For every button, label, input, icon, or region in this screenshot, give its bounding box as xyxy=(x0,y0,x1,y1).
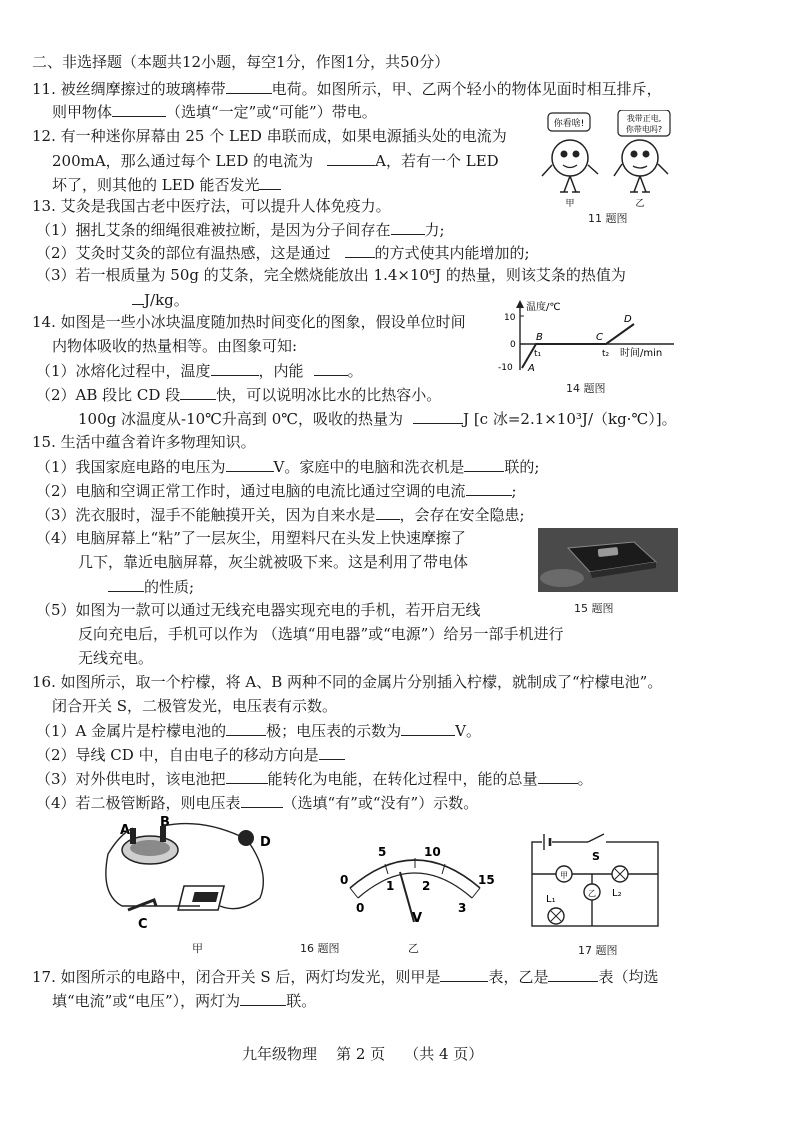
answer-blank[interactable] xyxy=(466,480,512,496)
point-b: B xyxy=(536,332,543,343)
question-12-line-3: 坏了，则其他的 LED 能否发光 xyxy=(52,174,281,195)
question-15-line-7: 的性质; xyxy=(78,576,194,597)
q16-sub-yi: 乙 xyxy=(408,942,419,955)
answer-blank[interactable] xyxy=(180,384,216,400)
question-15-line-2: （1）我国家庭电路的电压为 V。家庭中的电脑和洗衣机是 联的; xyxy=(36,458,540,476)
question-13-line-1: 13. 艾灸是我国古老中医疗法，可以提升人体免疫力。 xyxy=(32,197,391,215)
dial-bot-1: 1 xyxy=(386,879,395,893)
section-title: 二、非选择题（本题共12小题，每空1分，作图1分，共50分） xyxy=(32,53,450,71)
question-16-line-6: （4）若二极管断路，则电压表 （选填“有”或“没有”）示数。 xyxy=(36,794,479,812)
question-13-line-3: （2）艾灸时艾灸的部位有温热感，这是通过 的方式使其内能增加的; xyxy=(36,244,530,262)
meter-a: 甲 xyxy=(560,871,568,880)
q15-caption: 15 题图 xyxy=(574,602,614,615)
dial-top-0: 0 xyxy=(340,873,349,887)
question-14-line-3: （1）冰熔化过程中，温度 ，内能 。 xyxy=(36,362,363,380)
t2-label: t₂ xyxy=(602,349,610,359)
question-17-line-1: 17. 如图所示的电路中，闭合开关 S 后，两灯均发光，则甲是 表，乙是 表（均选 xyxy=(32,968,659,986)
question-14-line-5: 100g 冰温度从-10℃升高到 0℃，吸收的热量为 J [c 冰=2.1×10³J/（kg·℃）]。 xyxy=(78,410,677,428)
lamp-l1: L₁ xyxy=(546,894,556,905)
meter-b: 乙 xyxy=(588,889,596,898)
question-12-line-1: 12. 有一种迷你屏幕由 25 个 LED 串联而成，如果电源插头处的电流为 xyxy=(32,127,507,145)
label-jia: 甲 xyxy=(565,199,575,209)
question-16-line-3: （1）A 金属片是柠檬电池的 极；电压表的示数为 V。 xyxy=(36,722,482,740)
label-c: C xyxy=(138,917,148,932)
question-17-line-2: 填“电流”或“电压”），两灯为 联。 xyxy=(52,992,317,1010)
dial-top-15: 15 xyxy=(478,873,495,887)
q11-caption: 11 题图 xyxy=(588,212,628,225)
q16-voltmeter xyxy=(330,838,500,930)
answer-blank[interactable] xyxy=(401,720,455,736)
dial-bot-3: 3 xyxy=(458,901,467,915)
question-15-line-5: （4）电脑屏幕上“粘”了一层灰尘，用塑料尺在头发上快速摩擦了 xyxy=(36,529,466,547)
label-yi: 乙 xyxy=(635,199,645,209)
answer-blank[interactable] xyxy=(108,576,144,592)
answer-blank[interactable] xyxy=(226,720,266,736)
question-15-line-1: 15. 生活中蕴含着许多物理知识。 xyxy=(32,433,256,451)
q14-caption: 14 题图 xyxy=(566,382,606,395)
answer-blank[interactable] xyxy=(319,744,345,760)
answer-blank[interactable] xyxy=(240,990,286,1006)
question-13-line-2: （1）捆扎艾条的细绳很难被拉断，是因为分子间存在 力; xyxy=(36,221,445,239)
question-14-line-1: 14. 如图是一些小冰块温度随加热时间变化的图象，假设单位时间 xyxy=(32,313,466,331)
point-a: A xyxy=(528,363,535,374)
dial-unit: V xyxy=(412,911,423,926)
answer-blank[interactable] xyxy=(112,101,166,117)
answer-blank[interactable] xyxy=(345,242,375,258)
dial-bot-2: 2 xyxy=(422,879,431,893)
answer-blank[interactable] xyxy=(391,219,425,235)
tick-0: 0 xyxy=(510,340,516,350)
label-d: D xyxy=(260,835,271,850)
question-15-line-8: （5）如图为一款可以通过无线充电器实现充电的手机，若开启无线 xyxy=(36,601,481,619)
page-footer: 九年级物理 第 2 页 （共 4 页） xyxy=(242,1045,484,1063)
answer-blank[interactable] xyxy=(241,792,283,808)
q11-figure xyxy=(540,110,680,210)
dial-bot-0: 0 xyxy=(356,901,365,915)
question-12-line-2: 200mA，那么通过每个 LED 的电流为 A，若有一个 LED xyxy=(52,152,499,170)
answer-blank[interactable] xyxy=(226,78,272,94)
question-11-line-1: 11. 被丝绸摩擦过的玻璃棒带 电荷。如图所示，甲、乙两个轻小的物体见面时相互排斥， xyxy=(32,80,662,98)
question-14-line-4: （2）AB 段比 CD 段 快，可以说明冰比水的比热容小。 xyxy=(36,386,442,404)
bubble-right-2: 你带电吗? xyxy=(625,125,663,134)
answer-blank[interactable] xyxy=(226,456,274,472)
dial-top-5: 5 xyxy=(378,845,387,859)
lamp-l2: L₂ xyxy=(612,888,622,899)
t1-label: t₁ xyxy=(534,349,542,359)
answer-blank[interactable] xyxy=(413,408,463,424)
question-15-line-3: （2）电脑和空调正常工作时，通过电脑的电流比通过空调的电流 ; xyxy=(36,482,517,500)
point-c: C xyxy=(596,332,603,343)
question-16-line-2: 闭合开关 S，二极管发光，电压表有示数。 xyxy=(52,697,338,715)
q17-caption: 17 题图 xyxy=(578,944,618,957)
answer-blank[interactable] xyxy=(226,768,268,784)
x-axis-label: 时间/min xyxy=(620,348,663,359)
switch-label: S xyxy=(592,850,600,863)
q16-sub-jia: 甲 xyxy=(192,942,203,955)
q16-lemon-circuit xyxy=(100,814,300,934)
label-b: B xyxy=(160,815,170,830)
question-13-line-5: J/kg。 xyxy=(132,289,189,310)
label-a: A xyxy=(120,823,131,838)
tick-10: 10 xyxy=(504,313,516,323)
question-13-line-4: （3）若一根质量为 50g 的艾条，完全燃烧能放出 1.4×10⁶J 的热量，则该艾条的热值为 xyxy=(36,266,626,284)
answer-blank[interactable] xyxy=(538,768,578,784)
question-15-line-9: 反向充电后，手机可以作为 （选填“用电器”或“电源”）给另一部手机进行 xyxy=(78,625,564,643)
dial-top-10: 10 xyxy=(424,845,441,859)
question-16-line-1: 16. 如图所示，取一个柠檬，将 A、B 两种不同的金属片分别插入柠檬，就制成了“柠檬电池”。 xyxy=(32,673,663,691)
answer-blank[interactable] xyxy=(440,966,488,982)
question-15-line-6: 几下，靠近电脑屏幕，灰尘就被吸下来。这是利用了带电体 xyxy=(78,553,469,571)
q14-graph xyxy=(484,298,684,378)
answer-blank[interactable] xyxy=(259,174,281,190)
answer-blank[interactable] xyxy=(548,966,598,982)
bubble-left: 你看啥! xyxy=(553,119,585,129)
bubble-right-1: 我带正电, xyxy=(626,114,662,123)
question-15-line-10: 无线充电。 xyxy=(78,649,154,667)
answer-blank[interactable] xyxy=(327,150,375,166)
q15-photo xyxy=(538,528,678,592)
tick-neg10: -10 xyxy=(498,363,513,373)
q16-caption: 16 题图 xyxy=(300,942,340,955)
question-16-line-4: （2）导线 CD 中，自由电子的移动方向是 xyxy=(36,744,345,765)
y-axis-label: 温度/℃ xyxy=(526,302,561,313)
question-16-line-5: （3）对外供电时，该电池把 能转化为电能，在转化过程中，能的总量 。 xyxy=(36,770,593,788)
question-11-line-2: 则甲物体 （选填“一定”或“可能”）带电。 xyxy=(52,103,377,121)
point-d: D xyxy=(624,314,632,325)
answer-blank[interactable] xyxy=(314,360,348,376)
question-14-line-2: 内物体吸收的热量相等。由图象可知: xyxy=(52,337,298,355)
question-15-line-4: （3）洗衣服时，湿手不能触摸开关，因为自来水是 ，会存在安全隐患; xyxy=(36,506,525,524)
answer-blank[interactable] xyxy=(211,360,259,376)
answer-blank[interactable] xyxy=(464,456,504,472)
answer-blank[interactable] xyxy=(132,289,144,305)
answer-blank[interactable] xyxy=(376,504,400,520)
q17-circuit xyxy=(520,830,670,934)
